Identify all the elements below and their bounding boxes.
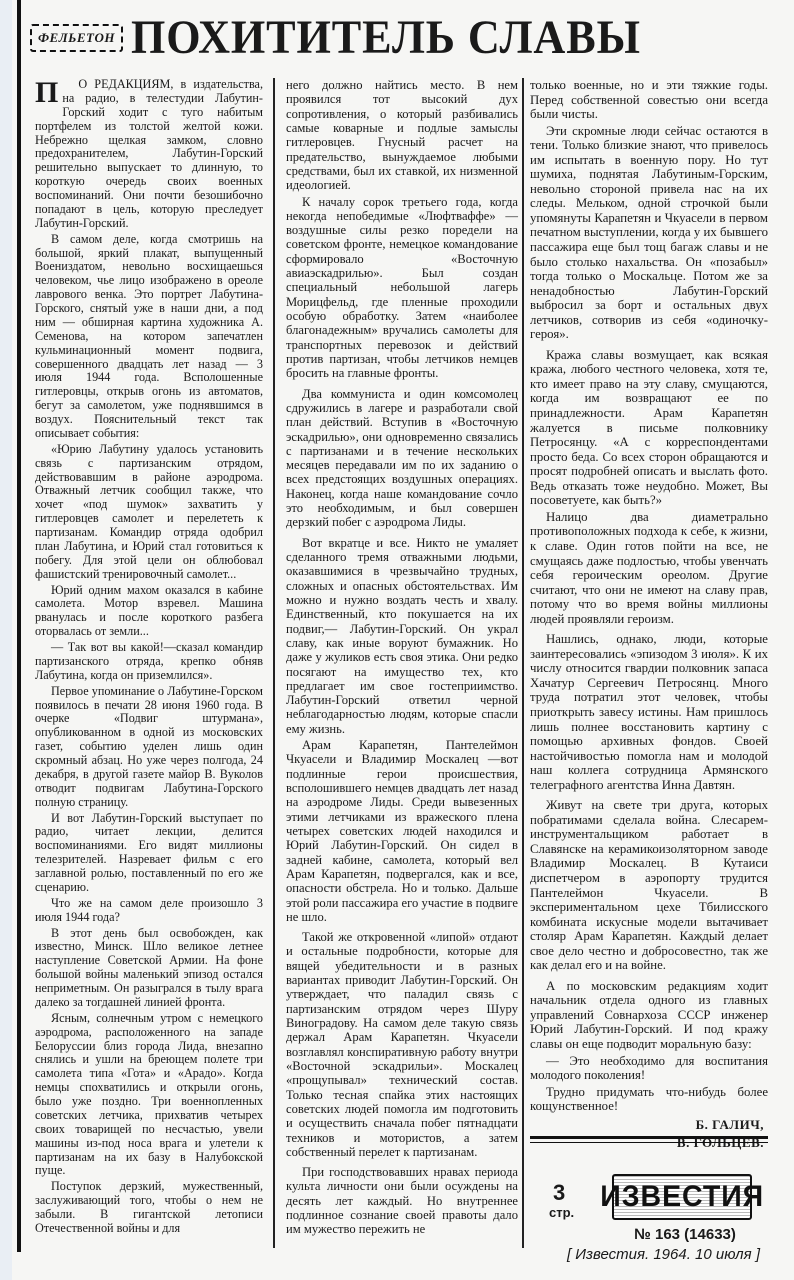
- article-title: ПОХИТИТЕЛЬ СЛАВЫ: [131, 11, 641, 64]
- paragraph-text: О РЕДАКЦИЯМ, в издательства, на радио, в телестудии Лабутин-Горский ходит с туго набитым портфелем из толстой желтой кожи. Небрежно щелкая замком, словно предохранителем, Лабутин-Горский решительно выпускает то длинную, то короткую очередь своих военных воспоминаний. Они почти безошибочно попадают в цель, которую преследует Лабутин-Горский.: [35, 77, 263, 230]
- paragraph: В этот день был освобожден, как известно, Минск. Шло великое летнее наступление Советской Армии. На фоне большой войны маленький эпизод остался неприметным. Он разыгрался в тылу врага далеко за тогдашней линией фронта.: [35, 925, 263, 1009]
- issue-number: № 163 (14633): [634, 1226, 736, 1243]
- page-number: 3: [553, 1180, 566, 1205]
- left-border-rule: [17, 0, 21, 1252]
- paragraph: [35, 78, 263, 231]
- author-signature: В. ГОЛЬЦЕВ.: [676, 1135, 764, 1151]
- page-margin: [0, 0, 12, 1280]
- drop-cap: П: [35, 76, 59, 109]
- column-divider: [273, 78, 275, 1248]
- logo-text: ИЗВЕСТИЯ: [600, 1180, 764, 1213]
- text-column-3: [530, 78, 768, 1151]
- source-citation: [ Известия. 1964. 10 июля ]: [566, 1246, 760, 1263]
- footer-rule: [530, 1136, 768, 1143]
- paragraph: Два коммуниста и один комсомолец сдружились в лагере и разработали свой план действий. Вступив в «Восточную эскадрилью», они одновременно связались с партизанами и в течение нескольких месяцев передавали им по их заданию о всех предстоящих воздушных операциях. Наконец, когда наше командование сочло это необходимым, и был совершен дерзкий побег с аэродрома Лиды.: [286, 386, 518, 530]
- paragraph: А по московским редакциям ходит начальник отдела одного из главных управлений Совнархоза СССР инженер Юрий Лабутин-Горский. И под кражу славы он еще подводит моральную базу:: [530, 978, 768, 1051]
- paragraph: И вот Лабутин-Горский выступает по радио, читает лекции, делится воспоминаниями. Его видят миллионы телезрителей. Назревает фильм с его заглавной ролью, поставленный по его же сценарию.: [35, 810, 263, 894]
- paragraph: Живут на свете три друга, которых побратимами сделала война. Слесарем-инструментальщиком работает в Славянске на керамикоизоляторном заводе Владимир Москалец. В Кутаиси диспетчером в аэропорту трудится Пантелеймон Чкуасели. В экспериментальном цехе Тбилисского комбината искусные модели вытачивает столяр Арам Карапетян. Каждый делает свое дело честно и добросовестно, так же как делал его и на войне.: [530, 798, 768, 973]
- paragraph: При господствовавших нравах периода культа личности они были осуждены на десять лет каждый. Но внутреннее подлинное сознание своей правоты дало им мужество пережить не: [286, 1165, 518, 1237]
- paragraph: него должно найтись место. В нем проявился тот высокий дух сопротивления, о который разбивались самые коварные и подлые замыслы гитлеровцев. Гнусный расчет на предательство, вынуждаемое любыми средствами, был их ставкой, их низменной идеологией.: [286, 78, 518, 193]
- paragraph: Такой же откровенной «липой» отдают и остальные подробности, которые для вящей убедительности и в разных вариантах приводит Лабутин-Горский. Он утверждает, что паладил связь с партизанским отрядом через Шуру Виноградову. На самом деле такую связь держал Арам Карапетян. Чкуасели возглавлял конспиративную работу внутри «Восточной эскадрильи». Москалец «прощупывал» технический состав. Только тесная спайка этих настоящих советских людей помогла им подготовить и осуществить сначала побег пятнадцати техников и мотористов, а затем собственный перелет к партизанам.: [286, 930, 518, 1159]
- paragraph: — Так вот вы какой!—сказал командир партизанского отряда, крепко обняв Лабутина, когда он приземлился».: [35, 640, 263, 682]
- paragraph: Нашлись, однако, люди, которые заинтересовались «эпизодом 3 июля». К их числу относится гвардии полковник запаса Хачатур Сергеевич Петросянц. Много труда потратил этот человек, чтобы приоткрыть завесу истины. Нам пришлось лишь полнее восстановить картину с помощью архивных фондов. Своей настойчивостью помогла нам и молодой наш коллега сотрудница Армянского телеграфного агентства Инна Давтян.: [530, 632, 768, 792]
- column-divider: [522, 78, 524, 1248]
- article-header: [30, 11, 790, 64]
- newspaper-logo: [600, 1174, 764, 1220]
- paragraph: Арам Карапетян, Пантелеймон Чкуасели и Владимир Москалец —вот подлинные герои происшествия, всполошившего немцев двадцать лет назад на аэродроме Лиды. Среди вывезенных этими летчиками из вражеского плена четырех советских людей находился и Юрий Лабутин-Горский. Он сидел в задней кабине, самолета, который вел Арам Карапетян, подвергался, как и все, опасности обстрела. Но и только. Дальше этой роли пассажира его участие в подвиге не шло.: [286, 738, 518, 924]
- text-column-2: [286, 78, 518, 1239]
- paragraph: только военные, но и эти тяжкие годы. Перед собственной совестью они всегда были чисты.: [530, 78, 768, 122]
- paragraph: Что же на самом деле произошло 3 июля 1944 года?: [35, 895, 263, 924]
- paragraph: — Это необходимо для воспитания молодого поколения!: [530, 1053, 768, 1083]
- paragraph: Поступок дерзкий, мужественный, заслуживающий того, чтобы о нем не забыли. В гигантской летописи Отечественной войны и для: [35, 1179, 263, 1235]
- rubric-badge: ФЕЛЬЕТОН: [30, 24, 123, 52]
- paragraph: Кража славы возмущает, как всякая кража, любого честного человека, хотя те, кто имеет право на эту славу, смущаются, когда им возвращают ее по принадлежности. Арам Карапетян жалуется в письме полковнику Петросянцу. «А с корреспондентами просто беда. Со всех сторон обращаются и просят подробней описать и выслать фото. Ведь отказать тоже неудобно. Может, Вы посоветуете, как быть?»: [530, 347, 768, 508]
- paragraph: «Юрию Лабутину удалось установить связь с партизанским отрядом, действовавшим в районе аэродрома. Отважный летчик сообщил также, что хочет «под шумок» захватить у гитлеровцев самолет и перелететь к партизанам. Командир отряда одобрил план Лабутина, и Юрий стал готовиться к побегу. Для этой цели он облюбовал фашистский тренировочный самолет...: [35, 441, 263, 581]
- paragraph: К началу сорок третьего года, когда некогда непобедимые «Люфтваффе» — воздушные силы резко поредели на советском фронте, немецкое командование сформировало «Восточную авиаэскадрилью». Был создан специальный небольшой лагерь Морицфельд, где пленные проходили особую обработку. Затем «наиболее благонадежным» вручались самолеты для транспортных перевозок и действий против партизан, чтобы летчиков немцев бросить на главные фронты.: [286, 194, 518, 381]
- paragraph: В самом деле, когда смотришь на большой, яркий плакат, выпущенный Воениздатом, невольно восхищаешься человеком, чье лицо изображено в ореоле лаврового венка. Это портрет Лабутина-Горского, снятый уже в наши дни, а под ним — обширная картина художника А. Семенова, на котором запечатлен кульминационный момент подвига, совершенного двадцать лет назад — 3 июля 1944 года. Всполошенные гитлеровцы, открыв огонь из автоматов, бегут за самолетом, уже поднявшимся в воздух. Пояснительный текст так описывает события:: [35, 231, 263, 440]
- paragraph: Налицо два диаметрально противоположных подхода к себе, к жизни, к славе. Один готов пойти на все, не смущаясь даже подлостью, чтобы увенчать себя героическим ореолом. Другие считают, что они не имеют на славу прав, потому что во время войны миллионы людей проявляли героизм.: [530, 509, 768, 626]
- paragraph: Ясным, солнечным утром с немецкого аэродрома, расположенного на западе Белоруссии близ города Лида, внезапно снялись и ушли на бреющем полете три самолета типа «Гота» и «Арадо». Когда немцы спохватились и открыли огонь, было уже поздно. Три военнопленных советских летчика, прихватив четырех своих товарищей по несчастью, увели машины из-под носа врага и улетели к партизанам на их базу в Налубокской пуще.: [35, 1010, 263, 1178]
- text-column-1: [35, 78, 263, 1238]
- paragraph: Вот вкратце и все. Никто не умаляет сделанного тремя отважными людьми, оказавшимися в чрезвычайно трудных, сложных и опасных обстоятельствах. Им можно и нужно воздать честь и хвалу. Единственный, кто покушается на их подвиг,— Лабутин-Горский. Он украл славу, как иные воруют бумажник. Но даже у жуликов есть своя этика. Они редко посягают на имущество тех, кто предлагает им свое гостеприимство. Лабутин-Горский ответил черной неблагодарностью людям, которые спасли ему жизнь.: [286, 535, 518, 736]
- paragraph: Трудно придумать что-нибудь более кощунственное!: [530, 1084, 768, 1114]
- paragraph: Эти скромные люди сейчас остаются в тени. Только близкие знают, что привелось им испытать в военную пору. Но тут шумиха, поднятая Лабутиным-Горским, невольно стороной привела нас на их следы. Мельком, одной строчкой были упомянуты Карапетян и Чкуасели в первом печатном выступлении, когда у их бывшего пассажира еще был тощ багаж славы и не было столько нахальства. Он «позабыл» тогда только о Москальце. Потом же за ненадобностью Лабутин-Горский выбросил за борт и остальных двух летчиков, сотворив из себя «одиночку-героя».: [530, 123, 768, 342]
- author-signature: Б. ГАЛИЧ,: [695, 1116, 764, 1132]
- page-label: стр.: [549, 1205, 575, 1220]
- paragraph: Юрий одним махом оказался в кабине самолета. Мотор взревел. Машина рванулась и после короткого разбега оторвалась от земли...: [35, 582, 263, 639]
- paragraph: Первое упоминание о Лабутине-Горском появилось в печати 28 июня 1960 года. В очерке «Подвиг штурмана», опубликованном в одной из московских газет, событию уделен лишь один скромный абзац. Но уже через полгода, 24 декабря, в другой газете майор В. Вуколов отводит подвигам Лабутина-Горского полную страницу.: [35, 683, 263, 809]
